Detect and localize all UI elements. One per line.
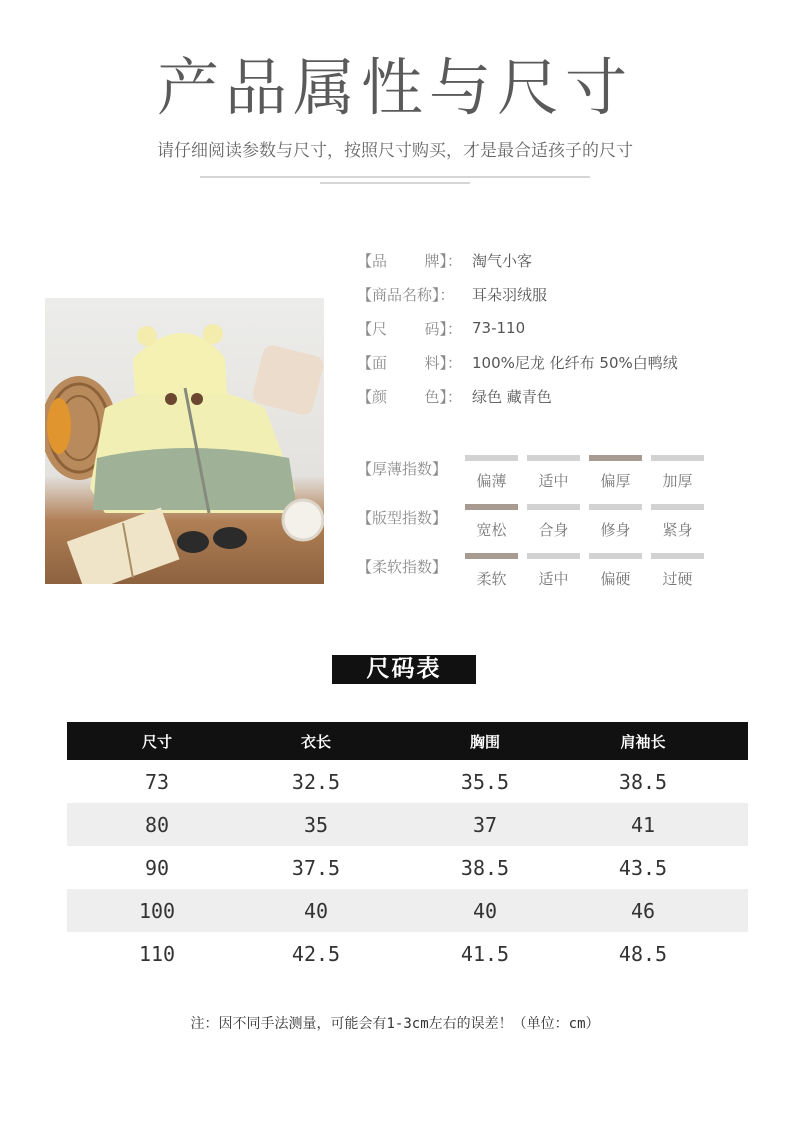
cell-chest: 35.5 xyxy=(460,769,510,794)
cell-length: 40 xyxy=(303,898,329,923)
page-subtitle: 请仔细阅读参数与尺寸，按照尺寸购买，才是最合适孩子的尺寸 xyxy=(157,141,633,161)
size-table xyxy=(67,722,748,975)
index-option: 过硬 xyxy=(651,553,704,589)
cell-sleeve: 41 xyxy=(630,812,656,837)
index-fit xyxy=(357,504,777,553)
attr-product-name-label: 【商品名称】： xyxy=(357,285,455,304)
attr-size xyxy=(357,311,757,345)
index-label: 【版型指数】 xyxy=(357,509,448,527)
cell-size: 80 xyxy=(144,812,170,837)
index-option: 适中 xyxy=(527,553,580,589)
attr-brand-label: 【品 牌】： xyxy=(357,251,462,270)
cell-size: 90 xyxy=(144,855,170,880)
cell-chest: 38.5 xyxy=(460,855,510,880)
cell-length: 32.5 xyxy=(291,769,341,794)
index-option: 修身 xyxy=(589,504,642,540)
index-option: 紧身 xyxy=(651,504,704,540)
index-bar xyxy=(527,455,580,461)
index-option: 偏厚 xyxy=(589,455,642,491)
cell-size: 100 xyxy=(138,898,176,923)
fine-print-line-2 xyxy=(0,182,790,185)
cell-sleeve: 46 xyxy=(630,898,656,923)
index-bar xyxy=(465,455,518,461)
page-title: 产品属性与尺寸 xyxy=(156,51,633,124)
index-bar xyxy=(465,553,518,559)
table-row xyxy=(67,932,748,975)
table-row xyxy=(67,803,748,846)
index-label: 【柔软指数】 xyxy=(357,558,448,576)
index-option: 偏薄 xyxy=(465,455,518,491)
index-bar xyxy=(527,553,580,559)
cell-sleeve: 43.5 xyxy=(618,855,668,880)
index-bar xyxy=(589,553,642,559)
attr-fabric xyxy=(357,345,757,379)
size-table-header xyxy=(67,722,748,760)
size-chart-title: 尺码表 xyxy=(332,655,476,684)
attr-brand xyxy=(357,243,757,277)
header-chest: 胸围 xyxy=(469,732,500,751)
attr-brand-value: 淘气小客 xyxy=(472,251,533,270)
index-bar xyxy=(465,504,518,510)
attr-color xyxy=(357,379,757,413)
fine-print-line-1 xyxy=(0,176,790,179)
index-option: 适中 xyxy=(527,455,580,491)
attr-size-label: 【尺 码】： xyxy=(357,319,462,338)
attr-fabric-value: 100%尼龙 化纤布 50%白鸭绒 xyxy=(472,353,678,372)
cell-length: 35 xyxy=(303,812,329,837)
header-size: 尺寸 xyxy=(141,732,172,751)
cell-size: 110 xyxy=(138,941,176,966)
index-thickness xyxy=(357,455,777,504)
measurement-note: 注：因不同手法测量，可能会有1-3cm左右的误差！（单位：cm） xyxy=(190,1016,600,1032)
cell-length: 42.5 xyxy=(291,941,341,966)
attr-product-name xyxy=(357,277,757,311)
index-label: 【厚薄指数】 xyxy=(357,460,448,478)
product-indices xyxy=(357,455,777,602)
table-row xyxy=(67,889,748,932)
cell-sleeve: 48.5 xyxy=(618,941,668,966)
attr-fabric-label: 【面 料】： xyxy=(357,353,462,372)
product-attributes xyxy=(357,243,757,413)
attr-size-value: 73-110 xyxy=(472,319,526,337)
product-photo xyxy=(45,298,324,584)
index-bar xyxy=(651,455,704,461)
index-bar xyxy=(589,504,642,510)
cell-chest: 37 xyxy=(472,812,498,837)
cell-chest: 40 xyxy=(472,898,498,923)
index-option: 柔软 xyxy=(465,553,518,589)
index-option: 加厚 xyxy=(651,455,704,491)
header-sleeve: 肩袖长 xyxy=(620,732,666,751)
index-bar xyxy=(527,504,580,510)
index-option: 偏硬 xyxy=(589,553,642,589)
table-row xyxy=(67,760,748,803)
attr-color-label: 【颜 色】： xyxy=(357,387,462,406)
cell-sleeve: 38.5 xyxy=(618,769,668,794)
header-length: 衣长 xyxy=(300,732,331,751)
table-row xyxy=(67,846,748,889)
index-bar xyxy=(651,504,704,510)
index-option: 宽松 xyxy=(465,504,518,540)
index-option: 合身 xyxy=(527,504,580,540)
attr-product-name-value: 耳朵羽绒服 xyxy=(472,285,548,304)
cell-length: 37.5 xyxy=(291,855,341,880)
index-softness xyxy=(357,553,777,602)
cell-chest: 41.5 xyxy=(460,941,510,966)
attr-color-value: 绿色 藏青色 xyxy=(472,387,552,406)
index-bar xyxy=(651,553,704,559)
index-bar xyxy=(589,455,642,461)
cell-size: 73 xyxy=(144,769,170,794)
